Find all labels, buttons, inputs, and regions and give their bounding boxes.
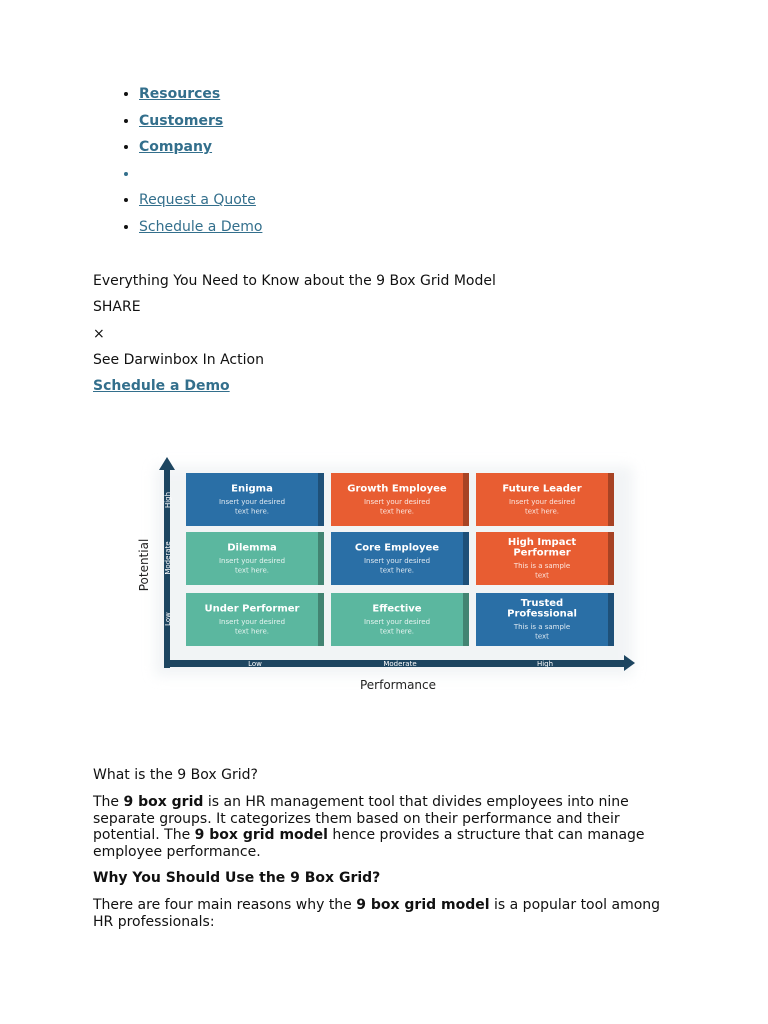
grid-box-edge [608,473,614,526]
y-tick-label: Moderate [164,541,172,575]
grid-box-title: High Impact [507,537,577,548]
p1-term-grid: 9 box grid [123,794,204,810]
grid-box-text: This is a sample [513,562,571,570]
p2-text-c: is a popular tool among HR professionals: [93,897,661,930]
grid-box-under-performer [186,593,324,646]
grid-box-text: Insert your desired [508,497,576,506]
grid-box-text: text here. [234,507,270,516]
grid-box-enigma [186,473,324,526]
grid-box-title: Enigma [231,483,273,495]
grid-box-text: Insert your desired [218,497,286,506]
grid-box-edge [463,532,469,585]
grid-box-edge [608,593,614,646]
grid-box-text: text here. [234,627,270,636]
grid-box-edge [318,473,324,526]
y-axis-title: Potential [137,538,151,592]
nav-item-customers[interactable] [139,111,262,138]
grid-box-title: Future Leader [502,483,582,495]
grid-box-edge [463,593,469,646]
schedule-demo-link[interactable]: Schedule a Demo [93,378,230,394]
y-axis-arrow-icon [159,457,175,470]
nav-item-request-quote[interactable] [139,190,262,217]
grid-box-future-leader [476,473,614,526]
nav-item-schedule-demo[interactable] [139,217,262,244]
grid-box-text: Insert your desired [218,556,286,565]
cta-text: See Darwinbox In Action [93,352,264,368]
grid-box-edge [608,532,614,585]
x-axis-title: Performance [359,678,437,692]
section-heading: What is the 9 Box Grid? [93,767,258,783]
nav-link-resources[interactable]: Resources [139,86,221,102]
grid-box-text: Insert your desired [363,497,431,506]
grid-box-title: Growth Employee [347,483,447,495]
nine-box-grid-image [93,408,675,720]
grid-box-core-employee [331,532,469,585]
share-label[interactable]: SHARE [93,299,141,315]
grid-box-title: Professional [507,608,577,620]
p1-term-model: 9 box grid model [194,827,328,844]
y-tick-label: Low [164,612,172,626]
nav-item-resources[interactable] [139,84,262,111]
paragraph-reasons [93,897,683,930]
grid-box-trusted-professional [476,593,614,646]
p2-term-model: 9 box grid model [356,897,490,913]
grid-box-text: text here. [524,507,560,516]
x-tick-label: Low [248,660,262,668]
grid-box-text: text here. [379,566,415,575]
nav-link-customers[interactable]: Customers [139,112,224,129]
grid-box-text: text here. [234,566,270,575]
grid-box-text: text [535,632,549,641]
y-tick-label: High [164,491,172,509]
grid-box-title: Under Performer [204,603,300,615]
p1-text-e: hence provides a structure that can manage employee performance. [93,827,645,860]
grid-box-edge [463,473,469,526]
grid-box-text: text here. [379,627,415,636]
p2-text-a: There are four main reasons why the [93,897,357,913]
p1-text-c: is an HR management tool that divides employees into nine separate groups. It categorizes them based on their performance and their potential. The [93,794,629,844]
nav-link-request-quote[interactable]: Request a Quote [139,192,256,208]
nav-link-company[interactable]: Company [139,139,213,155]
grid-box-title: Dilemma [227,542,277,554]
subheading-why: Why You Should Use the 9 Box Grid? [93,870,381,886]
p1-text-a: The [93,794,124,810]
paragraph-intro [93,794,683,860]
grid-box-growth-employee [331,473,469,526]
grid-box-text: Insert your desired [363,556,431,565]
x-tick-label: High [536,660,554,668]
nav-item-company[interactable] [139,137,262,164]
grid-box-text: text here. [379,507,415,516]
nine-box-grid-svg [93,408,675,720]
x-tick-label: Moderate [383,660,417,668]
grid-box-title: Trusted [520,598,564,609]
grid-box-text: Insert your desired [363,617,431,626]
grid-box-dilemma [186,532,324,585]
grid-box-high-impact-performer [476,532,614,585]
grid-box-text: This is a sample [513,623,571,631]
grid-box-edge [318,532,324,585]
nav-list [93,84,262,243]
grid-box-text: text [535,571,549,580]
article-title: Everything You Need to Know about the 9 Box Grid Model [93,273,496,289]
grid-box-title: Effective [372,603,422,615]
grid-box-title: Performer [513,547,571,559]
grid-box-effective [331,593,469,646]
grid-box-title: Core Employee [354,542,440,554]
nav-link-schedule-demo[interactable]: Schedule a Demo [139,218,263,235]
grid-box-edge [318,593,324,646]
grid-box-text: Insert your desired [218,617,286,626]
close-icon[interactable]: × [93,326,105,342]
nav-item-empty [139,164,262,191]
